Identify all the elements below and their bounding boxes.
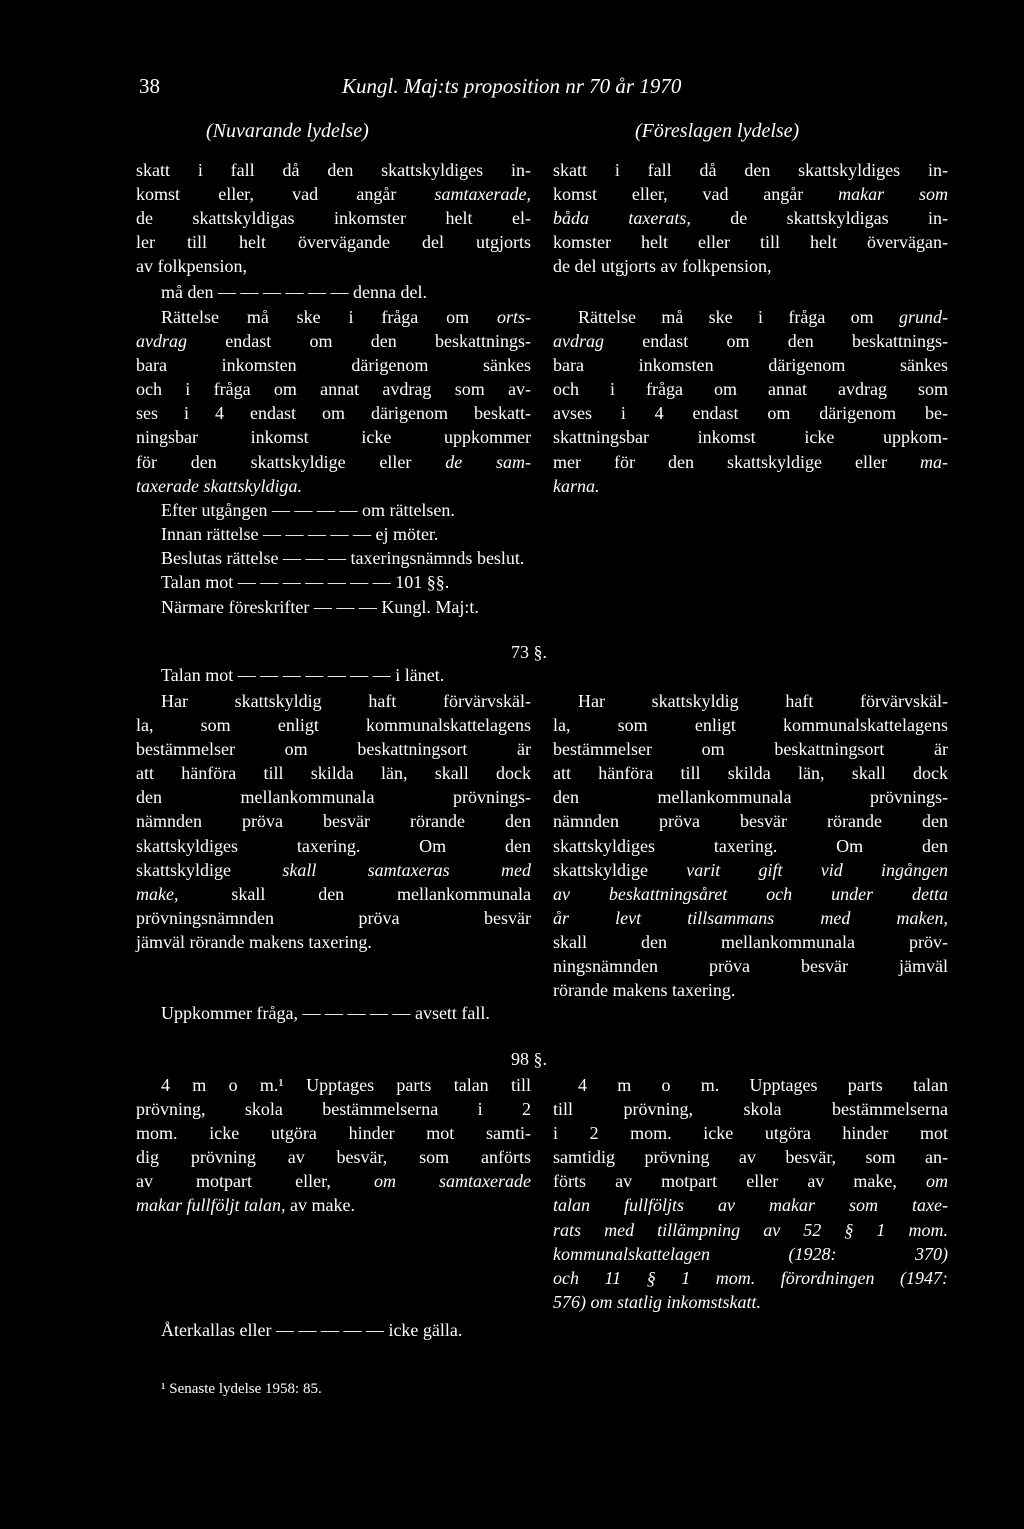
text-line: ler till helt övervägande del utgjorts (136, 232, 531, 253)
text-line: att hänföra till skilda län, skall dock (136, 763, 531, 784)
text-line: samtidig prövning av besvär, som an- (553, 1147, 948, 1168)
text-line: Rättelse må ske i fråga om grund- (578, 307, 948, 327)
section-98-heading: 98 §. (511, 1049, 547, 1069)
text-line: skattskyldige skall samtaxeras med (136, 859, 531, 880)
text-line: rörande makens taxering. (553, 980, 736, 1001)
text-line: till prövning, skola bestämmelserna (553, 1099, 948, 1120)
text-line: la, som enligt kommunalskattelagens (136, 715, 531, 736)
text-line: makar fullföljt talan, av make. (136, 1195, 355, 1216)
shared-line: Talan mot — — — — — — — 101 §§. (161, 572, 450, 592)
text-line: bestämmelser om beskattningsort är (553, 739, 948, 760)
text-line: nämnden pröva besvär rörande den (136, 811, 531, 832)
text-line: de skattskyldigas inkomster helt el- (136, 208, 531, 229)
text-line: skattskyldiges taxering. Om den (136, 835, 531, 856)
text-line: prövning, skola bestämmelserna i 2 (136, 1099, 531, 1120)
text-line: taxerade skattskyldiga. (136, 475, 302, 496)
talan-mot-lanet: Talan mot — — — — — — — i länet. (161, 665, 445, 685)
text-line: make, skall den mellankommunala (136, 883, 531, 904)
text-line: av beskattningsåret och under detta (553, 883, 948, 904)
text-line: den mellankommunala prövnings- (553, 787, 948, 808)
uppkommer-line: Uppkommer fråga, — — — — — avsett fall. (161, 1003, 490, 1023)
text-line: Rättelse må ske i fråga om orts- (161, 307, 531, 327)
running-title: Kungl. Maj:ts proposition nr 70 år 1970 (342, 74, 682, 98)
text-line: skall den mellankommunala pröv- (553, 931, 948, 952)
text-line: bara inkomsten därigenom sänkes (553, 355, 948, 376)
text-line: la, som enligt kommunalskattelagens (553, 715, 948, 736)
text-line: i 2 mom. icke utgöra hinder mot (553, 1123, 948, 1144)
text-line: skatt i fall då den skattskyldiges in- (136, 160, 531, 180)
text-line: av folkpension, (136, 256, 247, 277)
shared-line: Efter utgången — — — — om rättelsen. (161, 500, 455, 520)
text-line: 4 m o m. Upptages parts talan (578, 1075, 948, 1095)
text-line: bestämmelser om beskattningsort är (136, 739, 531, 760)
text-line: skatt i fall då den skattskyldiges in- (553, 160, 948, 180)
text-line: Har skattskyldig haft förvärvskäl- (161, 691, 531, 711)
text-line: och 11 § 1 mom. förordningen (1947: (553, 1267, 948, 1288)
block1-right-column (553, 158, 948, 278)
text-line: Har skattskyldig haft förvärvskäl- (578, 691, 948, 711)
text-line: komst eller, vad angår makar som (553, 184, 948, 205)
block3-right-column (553, 689, 948, 1002)
text-line: kommunalskattelagen (1928: 370) (553, 1243, 948, 1264)
footnote: ¹ Senaste lydelse 1958: 85. (161, 1381, 322, 1397)
text-line: mer för den skattskyldige eller ma- (553, 451, 948, 472)
text-line: komst eller, vad angår samtaxerade, (136, 184, 531, 205)
text-line: nämnden pröva besvär rörande den (553, 811, 948, 832)
text-line: 576) om statlig inkomstskatt. (553, 1291, 761, 1312)
text-line: båda taxerats, de skattskyldigas in- (553, 208, 948, 229)
page-number: 38 (139, 74, 160, 98)
text-line: dig prövning av besvär, som anförts (136, 1147, 531, 1168)
shared-line: Närmare föreskrifter — — — Kungl. Maj:t. (161, 597, 479, 617)
text-line: avses i 4 endast om därigenom be- (553, 403, 948, 424)
text-line: jämväl rörande makens taxering. (136, 931, 372, 952)
left-column-header: (Nuvarande lydelse) (206, 120, 369, 142)
block4-left-column (136, 1073, 531, 1218)
line-ma-den: må den — — — — — — denna del. (161, 282, 427, 302)
text-line: bara inkomsten därigenom sänkes (136, 355, 531, 376)
text-line: karna. (553, 475, 600, 496)
text-line: och i fråga om annat avdrag som av- (136, 379, 531, 400)
aterkallas-line: Återkallas eller — — — — — icke gälla. (161, 1320, 463, 1340)
text-line: och i fråga om annat avdrag som (553, 379, 948, 400)
text-line: skattskyldige varit gift vid ingången (553, 859, 948, 880)
text-line: avdrag endast om den beskattnings- (553, 331, 948, 352)
text-line: mom. icke utgöra hinder mot samti- (136, 1123, 531, 1144)
text-line: talan fullföljts av makar som taxe- (553, 1195, 948, 1216)
text-line: ses i 4 endast om därigenom beskatt- (136, 403, 531, 424)
text-line: 4 m o m.¹ Upptages parts talan till (161, 1075, 531, 1095)
text-line: ningsnämnden pröva besvär jämväl (553, 956, 948, 977)
text-line: komster helt eller till helt övervägan- (553, 232, 948, 253)
text-line: skattningsbar inkomst icke uppkom- (553, 427, 948, 448)
text-line: de del utgjorts av folkpension, (553, 256, 772, 277)
text-line: av motpart eller, om samtaxerade (136, 1171, 531, 1192)
shared-line: Innan rättelse — — — — — ej möter. (161, 524, 439, 544)
shared-line: Beslutas rättelse — — — taxeringsnämnds beslut. (161, 548, 525, 568)
text-line: ningsbar inkomst icke uppkommer (136, 427, 531, 448)
text-line: för den skattskyldige eller de sam- (136, 451, 531, 472)
block2-left-column (136, 305, 531, 498)
right-column-header: (Föreslagen lydelse) (635, 120, 800, 142)
block4-right-column (553, 1073, 948, 1314)
text-line: skattskyldiges taxering. Om den (553, 835, 948, 856)
text-line: rats med tillämpning av 52 § 1 mom. (553, 1219, 948, 1240)
block2-right-column (553, 305, 948, 498)
text-line: att hänföra till skilda län, skall dock (553, 763, 948, 784)
text-line: prövningsnämnden pröva besvär (136, 907, 531, 928)
section-73-heading: 73 §. (511, 642, 547, 662)
text-line: den mellankommunala prövnings- (136, 787, 531, 808)
text-line: år levt tillsammans med maken, (553, 907, 948, 928)
text-line: förts av motpart eller av make, om (553, 1171, 948, 1192)
block3-left-column (136, 689, 531, 954)
text-line: avdrag endast om den beskattnings- (136, 331, 531, 352)
block1-left-column (136, 158, 531, 278)
